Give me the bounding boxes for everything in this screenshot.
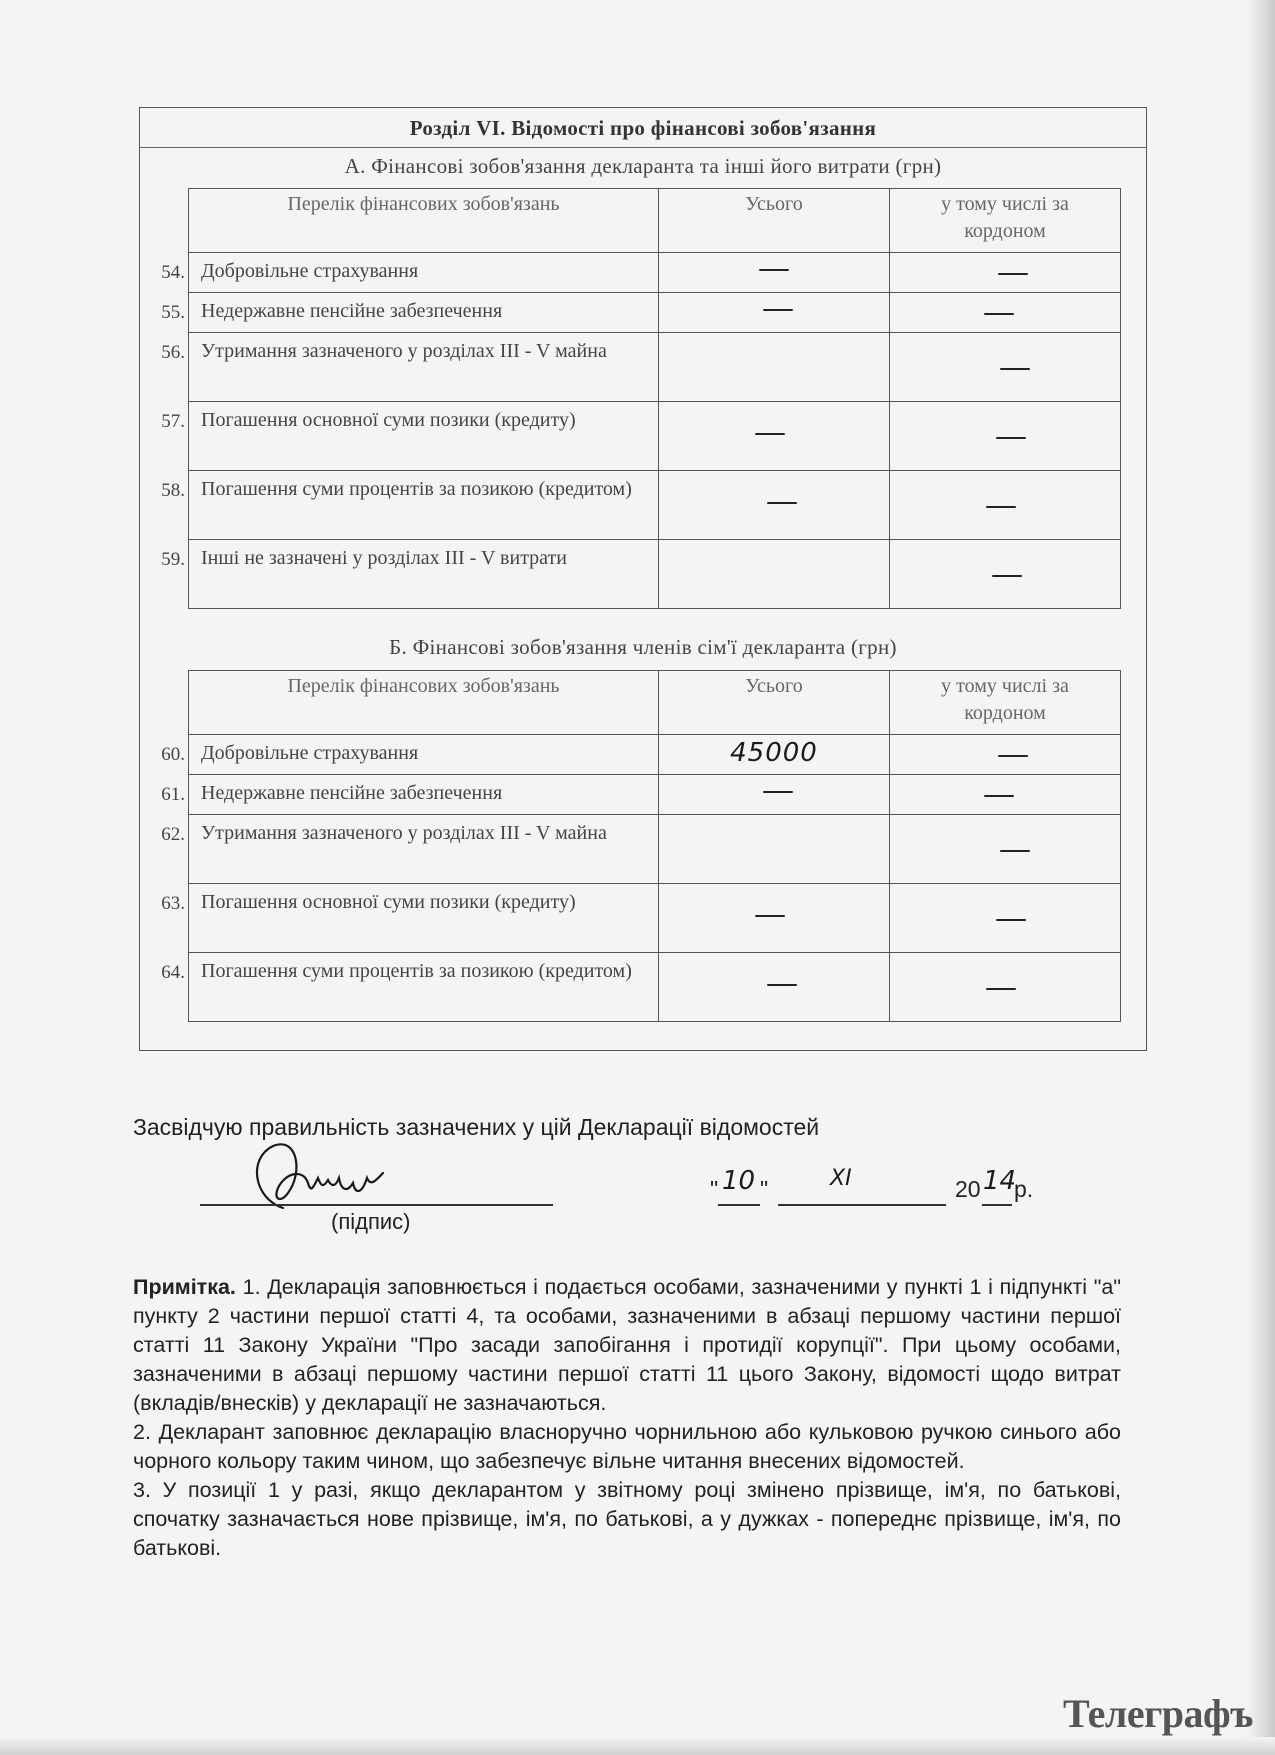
row-number: 59. — [161, 549, 185, 570]
part-b-header-cell: Перелік фінансових зобов'язань — [189, 671, 659, 735]
row-number: 57. — [161, 411, 185, 432]
part-b-header-cell: у тому числі за кордоном — [890, 671, 1121, 735]
part-b-row-total-cell — [659, 884, 890, 953]
date-open-quote: " — [710, 1176, 719, 1202]
dash-mark — [986, 988, 1016, 990]
part-a-row — [189, 540, 1121, 609]
part-b-row-total-cell — [659, 953, 890, 1022]
note-paragraph-1: 1. Декларація заповнюється і подається особами, зазначеними у пункті 1 і підпункті "а" пункту 2 частини першої статті 4, та особами, зазначеними в абзаці першому частини першої статті 11 Закону України "Про засади запобігання і протидії корупції". При цьому особами, зазначеними в абзаці першому частини першої статті 11 цього Закону, відомості щодо витрат (вкладів/внесків) у декларації не зазначаються. — [133, 1275, 1121, 1415]
dash-mark — [992, 575, 1022, 577]
row-label: Погашення суми процентів за позикою (кредитом) — [201, 478, 632, 500]
date-day-line — [718, 1204, 760, 1206]
part-a-row-total-cell — [659, 333, 890, 402]
part-a-row-label-cell — [161, 471, 659, 540]
part-b-row — [189, 815, 1121, 884]
row-number: 54. — [161, 262, 185, 283]
row-number: 63. — [161, 893, 185, 914]
date-day: 10 — [722, 1166, 756, 1196]
date-year-suffix: 14 — [983, 1166, 1017, 1196]
dash-mark — [1000, 368, 1030, 370]
row-label: Погашення основної суми позики (кредиту) — [201, 891, 576, 913]
note-label: Примітка. — [133, 1275, 236, 1299]
part-a-row — [189, 402, 1121, 471]
row-label: Утримання зазначеного у розділах III - V майна — [201, 340, 607, 362]
dash-mark — [763, 309, 793, 311]
dash-mark — [767, 984, 797, 986]
part-b-row-total-cell — [659, 735, 890, 775]
dash-mark — [1000, 850, 1030, 852]
row-label: Недержавне пенсійне забезпечення — [201, 782, 503, 804]
dash-mark — [998, 755, 1028, 757]
note-paragraph-3: 3. У позиції 1 у разі, якщо декларантом у звітному році змінено прізвище, ім'я, по батькові, спочатку зазначається нове прізвище, ім'я, по батькові, а у дужках - попереднє прізвище, ім'я, по батькові. — [133, 1478, 1121, 1560]
part-b-row-total-cell — [659, 815, 890, 884]
dash-mark — [996, 437, 1026, 439]
row-label: Недержавне пенсійне забезпечення — [201, 300, 503, 322]
date-month: XI — [830, 1166, 852, 1191]
certify-statement: Засвідчую правильність зазначених у цій Декларації відомостей — [133, 1114, 820, 1140]
part-a-table — [161, 188, 1121, 609]
signature-label: (підпис) — [331, 1209, 411, 1234]
row-number: 61. — [161, 784, 185, 805]
dash-mark — [996, 919, 1026, 921]
part-a-row-abroad-cell — [890, 471, 1121, 540]
handwritten-value: 45000 — [730, 738, 818, 768]
part-b-row — [189, 775, 1121, 815]
row-number: 62. — [161, 824, 185, 845]
part-a-row-abroad-cell — [890, 402, 1121, 471]
part-a-row — [189, 293, 1121, 333]
part-a-row-abroad-cell — [890, 333, 1121, 402]
part-b-row-abroad-cell — [890, 735, 1121, 775]
dash-mark — [755, 915, 785, 917]
part-a-row-abroad-cell — [890, 540, 1121, 609]
part-b-row-abroad-cell — [890, 815, 1121, 884]
part-b-row-abroad-cell — [890, 775, 1121, 815]
page-bottom-shadow — [0, 1737, 1275, 1755]
row-label: Добровільне страхування — [201, 742, 419, 764]
part-b-row — [189, 735, 1121, 775]
signature-image — [243, 1138, 433, 1220]
date-year-line — [982, 1204, 1012, 1206]
part-a-header-cell: Усього — [659, 189, 890, 253]
row-number: 58. — [161, 480, 185, 501]
part-a-row-label-cell — [161, 333, 659, 402]
part-a-row-total-cell — [659, 471, 890, 540]
dash-mark — [984, 313, 1014, 315]
part-b-row-label-cell — [161, 775, 659, 815]
row-number: 56. — [161, 342, 185, 363]
date-close-quote: " — [760, 1176, 769, 1202]
part-a-row — [189, 253, 1121, 293]
page-edge-shadow — [1247, 0, 1275, 1755]
row-label: Інші не зазначені у розділах III - V витрати — [201, 547, 567, 569]
dash-mark — [767, 502, 797, 504]
note-paragraph-2: 2. Декларант заповнює декларацію власноручно чорнильною або кульковою ручкою синього або чорного кольору таким чином, що забезпечує вільне читання внесених відомостей. — [133, 1420, 1121, 1473]
part-a-row-label-cell — [161, 253, 659, 293]
part-a-row-total-cell — [659, 540, 890, 609]
part-a-row-label-cell — [161, 402, 659, 471]
part-b-row — [189, 953, 1121, 1022]
dash-mark — [998, 273, 1028, 275]
date-year-unit: р. — [1014, 1176, 1034, 1202]
part-a-header-row — [189, 189, 1121, 253]
row-label: Добровільне страхування — [201, 260, 419, 282]
date-year-prefix: 20 — [955, 1176, 981, 1202]
dash-mark — [755, 433, 785, 435]
section-title: Розділ VI. Відомості про фінансові зобов'язання — [140, 108, 1146, 148]
part-a-row-label-cell — [161, 540, 659, 609]
part-a-title: А. Фінансові зобов'язання декларанта та інші його витрати (грн) — [344, 154, 942, 178]
part-b-row — [189, 884, 1121, 953]
part-b-row-total-cell — [659, 775, 890, 815]
telegraf-logo: Телеграфъ — [1062, 1691, 1253, 1736]
part-a-row-total-cell — [659, 402, 890, 471]
signature-line — [200, 1204, 553, 1206]
part-a-row — [189, 333, 1121, 402]
part-a-row-total-cell — [659, 293, 890, 333]
part-b-header-row — [189, 671, 1121, 735]
part-b-row-label-cell — [161, 953, 659, 1022]
row-label: Погашення суми процентів за позикою (кредитом) — [201, 960, 632, 982]
part-b-table — [161, 670, 1121, 1022]
dash-mark — [763, 791, 793, 793]
dash-mark — [984, 795, 1014, 797]
part-a-header-cell: у тому числі за кордоном — [890, 189, 1121, 253]
part-a-row-total-cell — [659, 253, 890, 293]
part-b-row-abroad-cell — [890, 953, 1121, 1022]
part-a-row-abroad-cell — [890, 253, 1121, 293]
part-a-row — [189, 471, 1121, 540]
row-number: 60. — [161, 744, 185, 765]
section-vi-box — [139, 107, 1147, 1051]
row-number: 64. — [161, 962, 185, 983]
dash-mark — [759, 269, 789, 271]
part-b-row-label-cell — [161, 815, 659, 884]
row-number: 55. — [161, 302, 185, 323]
date-month-line — [778, 1204, 946, 1206]
note-block — [133, 1273, 1121, 1563]
part-a-row-label-cell — [161, 293, 659, 333]
part-b-header-cell: Усього — [659, 671, 890, 735]
part-a-header-cell: Перелік фінансових зобов'язань — [189, 189, 659, 253]
part-b-row-label-cell — [161, 735, 659, 775]
row-label: Погашення основної суми позики (кредиту) — [201, 409, 576, 431]
part-b-row-abroad-cell — [890, 884, 1121, 953]
row-label: Утримання зазначеного у розділах III - V майна — [201, 822, 607, 844]
part-b-title: Б. Фінансові зобов'язання членів сім'ї декларанта (грн) — [389, 635, 897, 659]
part-a-row-abroad-cell — [890, 293, 1121, 333]
dash-mark — [986, 506, 1016, 508]
part-b-row-label-cell — [161, 884, 659, 953]
